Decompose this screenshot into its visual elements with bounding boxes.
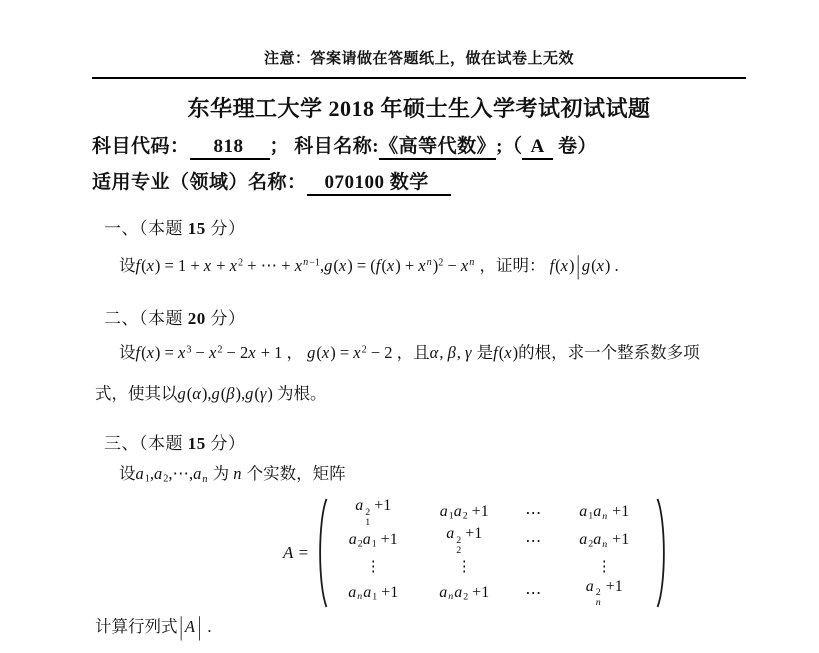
problem-3-question: 计算行列式 | A | . [95,611,212,642]
page-title: 东华理工大学 2018 年硕士生入学考试初试试题 [187,96,651,121]
subject-code-label: 科目代码： [92,136,190,157]
major-value: 070100 数学 [307,172,451,196]
subject-name-label: 科目名称: [294,136,380,157]
paper-letter: A [522,136,552,160]
subject-separator-2: ;（ [496,136,523,157]
major-label: 适用专业（领域）名称： [92,172,307,193]
left-parenthesis [315,497,328,609]
subject-line [92,131,597,158]
problem-2-heading: 二、（本题 20 分） [104,309,246,328]
matrix-cell-vdots: ⋮ [596,559,612,575]
matrix-cell: $a_na_1 +1$ [348,583,399,603]
matrix-cell: $a_1a_2 +1$ [439,503,489,522]
problem-2-statement-line-1: 设$f(x) = x^3 - x^2 - 2x + 1$ ， $g(x) = x^2 - 2$ ，且α, β, γ 是f(x)的根，求一个整系数多项 [119,343,700,362]
subject-separator-1: ； [269,136,295,157]
matrix-cell: ⋯ [525,504,542,522]
matrix-cell: a 2 1 +1 [355,497,392,528]
matrix-cell: ⋯ [525,532,542,550]
matrix-cell: $a_2a_1 +1$ [348,531,398,550]
answer-sheet-notice: 注意：答案请做在答题纸上，做在试卷上无效 [263,51,574,67]
right-parenthesis [656,497,669,609]
subject-name-value: 《高等代数》 [379,136,496,160]
problem-2-statement-line-2: 式，使其以g(α),g(β),g(γ) 为根。 [95,384,327,403]
matrix-cell: $a_na_2 +1$ [439,583,490,603]
paper-suffix: 卷） [552,136,597,157]
matrix-cell: ⋯ [525,585,542,602]
major-line [92,167,451,194]
problem-3-statement: 设$a_1,a_2,\cdots,a_n$ 为 n 个实数，矩阵 [119,464,346,485]
matrix-cell: $a_1a_n +1$ [579,503,630,522]
matrix-cell: a 2 n +1 [585,577,623,609]
problem-3-heading: 三、（本题 15 分） [104,434,246,453]
matrix-grid [330,499,654,608]
matrix-A-equation [283,495,669,611]
matrix-cell: a 2 2 +1 [446,525,483,556]
subject-code-value: 818 [190,136,270,160]
matrix-cell-vdots: ⋮ [365,559,381,575]
problem-1-heading: 一、（本题 15 分） [104,219,246,238]
header-rule [92,77,746,79]
matrix-cell-vdots: ⋮ [456,559,472,575]
matrix-lhs: A = [283,543,309,562]
matrix-cell: $a_2a_n +1$ [579,531,630,550]
problem-1-statement: 设$f(x) = 1 + x + x^2$ + ⋯ + $x^{n-1},g(x) = (f(x) + x^n)^2 - x^n$ ，证明： f(x) | g(x) . [119,250,619,281]
